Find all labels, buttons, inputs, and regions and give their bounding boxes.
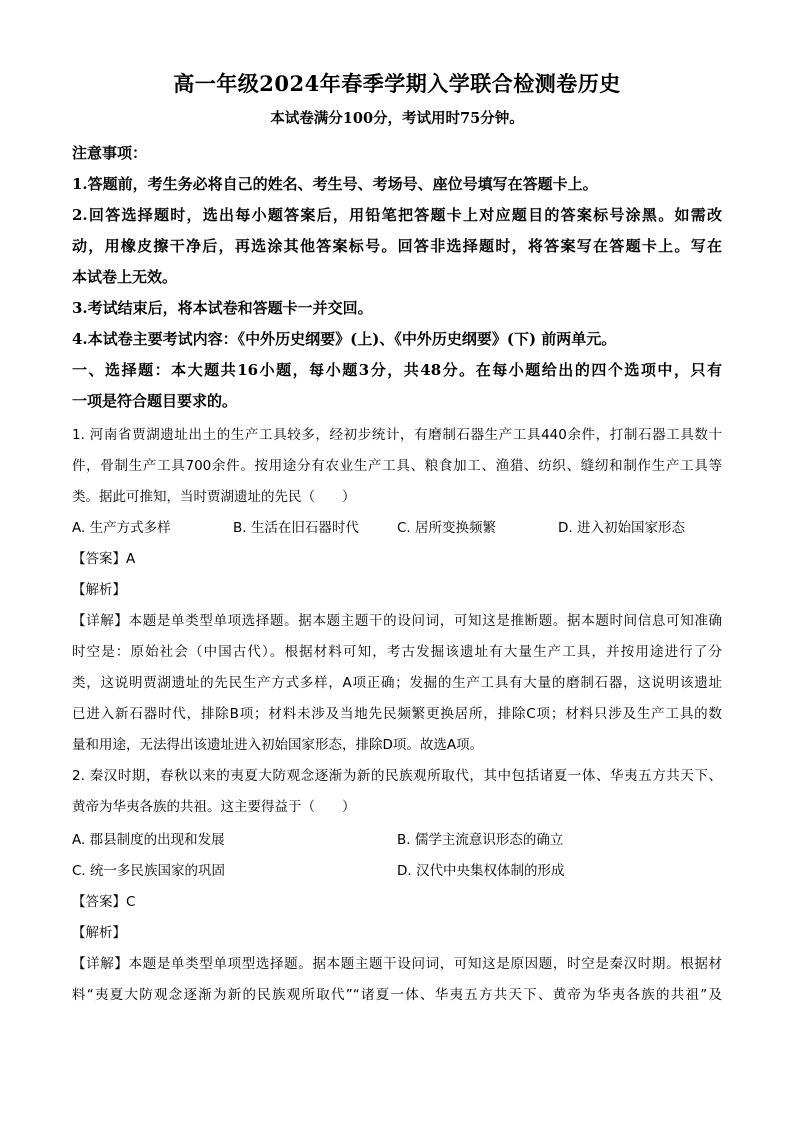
q1-answer-value: A <box>126 551 136 567</box>
q2-option-b: B. 儒学主流意识形态的确立 <box>397 832 564 848</box>
q1-analysis-tag: 【解析】 <box>72 582 126 598</box>
q1-stem-line-3: 类。据此可推知，当时贾湖遗址的先民（ ） <box>72 489 356 505</box>
notice-heading: 注意事项： <box>72 144 148 162</box>
q2-analysis-tag: 【解析】 <box>72 925 126 941</box>
q2-stem-line-1: 2. 秦汉时期，春秋以来的夷夏大防观念逐渐为新的民族观所取代，其中包括诸夏一体、华夷五方共天下、 <box>72 768 722 784</box>
q1-stem-line-2: 件，骨制生产工具700余件。按用途分有农业生产工具、粮食加工、渔猎、纺织、缝纫和制作生产工具等 <box>72 458 722 474</box>
q1-detail-tag: 【详解】 <box>72 613 129 629</box>
q1-detail-line-5: 量和用途，无法得出该遗址进入初始国家形态，排除D项。故选A项。 <box>72 737 484 753</box>
notice-item-2-line-1: 2.回答选择题时，选出每小题答案后，用铅笔把答题卡上对应题目的答案标号涂黑。如需改 <box>72 206 722 224</box>
section-heading-line-2: 一项是符合题目要求的。 <box>72 392 238 410</box>
q1-detail-text-1: 本题是单类型单项选择题。据本题主题干的设问词，可知这是推断题。据本题时间信息可知准确 <box>128 613 722 629</box>
exam-subtitle: 本试卷满分100分，考试用时75分钟。 <box>270 110 524 127</box>
q1-answer-tag: 【答案】 <box>72 551 126 567</box>
notice-item-1: 1.答题前，考生务必将自己的姓名、考生号、考场号、座位号填写在答题卡上。 <box>72 175 598 193</box>
section-heading-line-1: 一、选择题：本大题共16小题，每小题3分，共48分。在每小题给出的四个选项中，只有 <box>72 361 722 379</box>
q1-detail-line-4: 已进入新石器时代，排除B项；材料未涉及当地先民频繁更换居所，排除C项；材料只涉及生产工具的数 <box>72 706 722 722</box>
q1-option-c: C. 居所变换频繁 <box>397 520 497 536</box>
q2-option-a: A. 郡县制度的出现和发展 <box>72 832 225 848</box>
q1-stem-line-1: 1. 河南省贾湖遗址出土的生产工具较多，经初步统计，有磨制石器生产工具440余件，打制石器工具数十 <box>72 427 722 443</box>
q1-answer <box>72 547 722 567</box>
notice-item-2-line-3: 本试卷上无效。 <box>72 268 178 286</box>
q2-stem-line-2: 黄帝为华夷各族的共祖。这主要得益于（ ） <box>72 799 356 815</box>
q2-answer-tag: 【答案】 <box>72 894 126 910</box>
q1-detail-line-1 <box>72 609 722 629</box>
notice-item-2-line-2: 动，用橡皮擦干净后，再选涂其他答案标号。回答非选择题时，将答案写在答题卡上。写在 <box>72 237 722 255</box>
q2-detail-tag: 【详解】 <box>72 956 129 972</box>
q1-detail-line-3: 类，这说明贾湖遗址的先民生产方式多样，A项正确；发掘的生产工具有大量的磨制石器，这说明该遗址 <box>72 675 722 691</box>
q1-option-a: A. 生产方式多样 <box>72 520 171 536</box>
q2-detail-text-1: 本题是单类型单项型选择题。据本题主题干设问词，可知这是原因题，时空是秦汉时期。根据材 <box>128 956 722 972</box>
notice-item-3: 3.考试结束后，将本试卷和答题卡一并交回。 <box>72 299 373 317</box>
q1-detail-line-2: 时空是：原始社会（中国古代）。根据材料可知，考古发掘该遗址有大量生产工具，并按用途进行了分 <box>72 644 722 660</box>
q2-detail-line-1 <box>72 952 722 972</box>
q1-option-b: B. 生活在旧石器时代 <box>233 520 359 536</box>
q2-detail-line-2: 料“夷夏大防观念逐渐为新的民族观所取代”“诸夏一体、华夷五方共天下、黄帝为华夷各族的共祖”及 <box>72 987 722 1003</box>
notice-item-4: 4.本试卷主要考试内容：《中外历史纲要》(上)、《中外历史纲要》(下) 前两单元。 <box>72 330 617 348</box>
q1-option-d: D. 进入初始国家形态 <box>558 520 685 536</box>
q2-option-c: C. 统一多民族国家的巩固 <box>72 863 226 879</box>
q2-option-d: D. 汉代中央集权体制的形成 <box>397 863 565 879</box>
q2-answer-value: C <box>126 894 136 910</box>
q2-answer <box>72 890 722 910</box>
exam-title: 高一年级2024年春季学期入学联合检测卷历史 <box>173 71 621 96</box>
